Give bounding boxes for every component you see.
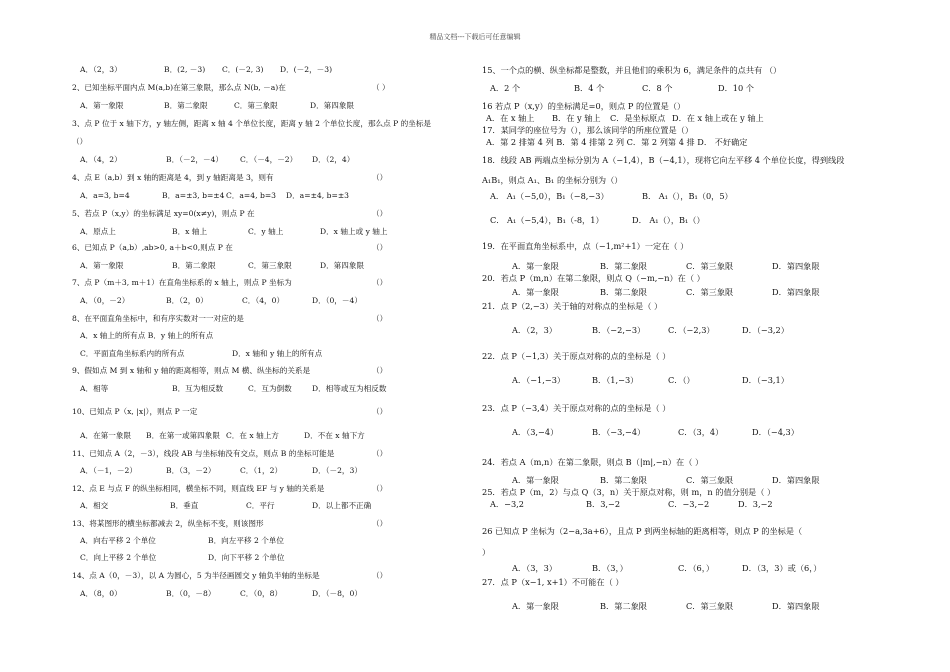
answer-option: C．（－4，－2） [240,155,298,164]
answer-option: A．−3,2 [490,499,524,509]
answer-option: D．第四象限 [310,101,355,110]
answer-option: A．（2，3） [80,65,122,74]
answer-option: B．第二象限 [164,101,208,110]
answer-option: D．（−4,3） [752,427,799,437]
answer-option: C．（） [668,375,695,385]
answer-option: C． A₁（−5,4），B₁（-8，1） [490,215,604,225]
question-stem: 26 已知点 P 坐标为（2−a,3a+6），且点 P 到两坐标轴的距离相等，则点 P 的坐标是（ [482,526,803,536]
answer-blank: （） [372,407,388,416]
answer-option: A．相交 [80,501,109,510]
question-text [482,274,892,282]
answer-option: D．以上都不正确 [312,501,372,510]
answer-blank: （ ） [372,83,390,92]
question-text [482,548,892,556]
question-stem: 25．若点 P（m，2）与点 Q（3，n）关于原点对称，则 m，n 的值分别是（ ） [482,487,776,497]
answer-option: B．（−2,−3） [592,325,646,335]
question-text [72,244,402,252]
question-stem: 10、已知点 P（x, |x|），则点 P 一定 [72,407,198,416]
answer-option: A．在第一象限 [80,431,132,440]
answer-option: C．第三象限 [686,261,734,271]
answer-option: B．垂直 [170,501,199,510]
question-text [72,210,402,218]
answer-option: C．第三象限 [686,475,734,485]
question-stem: 6、已知点 P（a,b）,ab>0, a＋b<0,则点 P 在 [72,243,233,252]
question-text [72,450,402,458]
answer-option: C．平行 [246,501,275,510]
question-stem: A₁B₁，则点 A₁、B₁ 的坐标分别为（） [482,175,623,185]
page-header: 精品文档---下载后可任意编辑 [429,33,521,41]
answer-option: A．原点上 [80,227,116,236]
answer-option: B．（0，－8） [166,589,216,598]
answer-option: B．a=±3, b=±4 [162,191,225,200]
answer-option: B．（3，－2） [166,466,216,475]
answer-option: C．（6，） [678,563,715,573]
question-stem: 7、点 P（m＋3, m＋1）在直角坐标系的 x 轴上，则点 P 坐标为 [72,278,292,287]
answer-option: D． A₁（），B₁（） [632,215,705,225]
answer-option: D．不在 x 轴下方 [304,431,365,440]
question-stem: 17．某同学的座位号为（），那么该同学的所座位置是（） [482,125,694,135]
question-stem: 16 若点 P（x,y）的坐标满足=0，则点 P 的位置是（） [482,101,686,111]
answer-option: A．在 x 轴上 [486,113,535,123]
question-stem: 24．若点 A（m,n）在第二象限，则点 B（|m|,−n）在（ ） [482,457,704,467]
question-text [482,578,892,586]
answer-option: A．第一象限 [80,101,124,110]
answer-option: A．第 2 排第 4 列 B．第 4 排第 2 列 C．第 2 列第 4 排 D． 不好确定 [486,137,748,147]
question-stem: （） [72,137,88,146]
question-text [72,174,402,182]
question-stem: 22．点 P（−1,3）关于原点对称的点的坐标是（ ） [482,351,671,361]
answer-option: C．a=4, b=3 [226,191,277,200]
answer-option: A．第一象限 [512,287,559,297]
answer-option: D．（−3,2） [742,325,789,335]
answer-blank: （） [372,243,388,252]
answer-option: B．第二象限 [600,601,647,611]
answer-option: D．（−3,1） [742,375,789,385]
question-text [72,279,402,287]
question-stem: 18．线段 AB 两端点坐标分别为 A（−1,4），B（−4,1），现将它向左平移 4 个单位长度，得到线段 [482,155,845,165]
answer-option: D．第四象限 [772,261,820,271]
answer-option: C．第三象限 [248,261,292,270]
answer-option: D．（－8，0） [312,589,362,598]
answer-option: B．(2, －3) [164,65,206,74]
answer-blank: （） [372,449,388,458]
answer-option: D．（2，4） [312,155,355,164]
question-stem: 20．若点 P（m,n）在第二象限，则点 Q（−m,−n）在（ ） [482,273,705,283]
question-text [482,352,892,360]
answer-option: D．在 x 轴上或在 y 轴上 [672,113,764,123]
answer-option: D．第四象限 [772,601,820,611]
answer-blank: （） [372,571,388,580]
answer-option: C．（−2,3） [668,325,715,335]
question-text [482,242,892,250]
answer-option: C．（3，4） [678,427,724,437]
answer-option: A．第一象限 [80,261,124,270]
answer-option: C．−3,−2 [668,499,710,509]
answer-option: A．x 轴上的所有点 B．y 轴上的所有点 [80,331,214,340]
question-stem: 11、已知点 A（2，－3），线段 AB 与坐标轴没有交点，则点 B 的坐标可能是 [72,449,335,458]
answer-option: B．第二象限 [600,475,647,485]
question-stem: 8、在平面直角坐标中，和有序实数对一一对应的是 [72,314,244,323]
answer-blank: （） [372,314,388,323]
answer-option: C．互为倒数 [248,384,292,393]
answer-option: C．向上平移 2 个单位 [80,553,157,562]
answer-option: B．（3，） [592,563,628,573]
answer-option: A．（−1,−3） [512,375,566,385]
answer-option: A．a=3, b=4 [80,191,130,200]
answer-blank: （） [372,519,388,528]
question-text [72,84,402,92]
answer-option: A．（3,−4） [512,427,559,437]
question-stem: 13、将某图形的横坐标都减去 2，纵坐标不变，则该图形 [72,519,264,528]
question-stem: 2、已知坐标平面内点 M(a,b)在第三象限，那么点 N(b, －a)在 [72,83,286,92]
question-text [482,302,892,310]
answer-option: B．在 y 轴上 [552,113,601,123]
answer-option: A．（4，2） [80,155,122,164]
answer-option: A．第一象限 [512,475,559,485]
answer-option: A．第一象限 [512,261,559,271]
answer-option: C．(－2, 3) [222,65,264,74]
answer-option: C．第三象限 [686,601,734,611]
question-stem: ） [482,547,491,557]
answer-blank: （） [372,484,388,493]
answer-option: A．（3，3） [512,563,557,573]
answer-option: B．4 个 [574,83,605,93]
question-text [482,488,892,496]
answer-option: D．相等或互为相反数 [312,384,387,393]
question-stem: 15、一个点的横、纵坐标都是整数，并且他们的乘积为 6，满足条件的点共有 （） [482,65,782,75]
question-text [72,315,402,323]
answer-option: C．平面直角坐标系内的所有点 [80,349,185,358]
answer-option: D．（3，3）或（6，） [742,563,822,573]
answer-option: B．3,−2 [586,499,621,509]
answer-option: D．3,−2 [738,499,773,509]
answer-option: A．（2，3） [512,325,557,335]
answer-option: D．x 轴和 y 轴上的所有点 [232,349,323,358]
question-stem: 3、点 P 位于 x 轴下方，y 轴左侧，距离 x 轴 4 个单位长度，距离 y 轴 2 个单位长度，那么点 P 的坐标是 [72,119,432,128]
question-text [72,520,402,528]
question-text [482,102,892,110]
question-text [72,408,402,416]
answer-option: D．第四象限 [320,261,365,270]
answer-option: C．（0，8） [240,589,283,598]
question-stem: 12、点 E 与点 F 的纵坐标相同，横坐标不同，则直线 EF 与 y 轴的关系是 [72,484,325,493]
question-stem: 14、点 A（0，－3），以 A 为圆心，5 为半径画圆交 y 轴负半轴的坐标是 [72,571,320,580]
answer-option: A．（8，0） [80,589,122,598]
answer-option: D．(－2，－3) [280,65,333,74]
answer-option: A．2 个 [490,83,521,93]
answer-blank: （） [372,278,388,287]
question-text [482,527,892,535]
answer-option: B．（2，0） [166,296,208,305]
answer-option: D．第四象限 [772,287,820,297]
answer-option: C．8 个 [642,83,673,93]
question-text [482,66,892,74]
question-text [72,485,402,493]
answer-option: C．第三象限 [234,101,278,110]
answer-option: C．（1，2） [240,466,283,475]
question-text [72,138,402,146]
answer-option: A．向右平移 2 个单位 [80,536,156,545]
answer-option: B．互为相反数 [172,384,224,393]
question-text [482,458,892,466]
question-text [72,572,402,580]
answer-option: D．（－2，3） [312,466,362,475]
answer-option: D．a=±4, b=±3 [286,191,350,200]
answer-option: D．向下平移 2 个单位 [208,553,285,562]
answer-option: C．第三象限 [686,287,734,297]
question-text [482,126,892,134]
answer-option: D．第四象限 [772,475,820,485]
question-stem: 9、假如点 M 到 x 轴和 y 轴的距离相等，则点 M 横、纵坐标的关系是 [72,366,311,375]
answer-blank: （） [372,173,388,182]
answer-option: B．第二象限 [600,261,647,271]
question-stem: 19．在平面直角坐标系中，点（−1,m²+1）一定在（ ） [482,241,689,251]
answer-option: B．（−3,−4） [592,427,646,437]
answer-option: B．向左平移 2 个单位 [208,536,284,545]
question-text [72,119,432,128]
answer-blank: （） [372,366,388,375]
answer-option: A．相等 [80,384,109,393]
question-stem: 21．点 P（2,−3）关于轴的对称点的坐标是（ ） [482,301,663,311]
answer-option: B．第二象限 [172,261,216,270]
question-stem: 27．点 P（x−1, x+1）不可能在（ ） [482,577,624,587]
answer-option: C．是坐标原点 [610,113,666,123]
answer-option: D．x 轴上或 y 轴上 [320,227,388,236]
question-stem: 4、点 E（a,b）到 x 轴的距离是 4，到 y 轴距离是 3，则有 [72,173,274,182]
answer-option: A．（0，－2） [80,296,130,305]
answer-option: B．x 轴上 [172,227,208,236]
question-text [482,156,892,164]
question-stem: 23．点 P（−3,4）关于原点对称的点的坐标是（ ） [482,403,671,413]
answer-option: C．在 x 轴上方 [226,431,279,440]
answer-option: D．10 个 [718,83,754,93]
answer-option: B．第二象限 [600,287,647,297]
question-text [482,404,892,412]
question-stem: 5、若点 P（x,y）的坐标满足 xy=0(x≠y)，则点 P 在 [72,209,255,218]
answer-option: A． A₁（−5,0），B₁（−8,−3） [490,191,609,201]
answer-blank: （） [372,209,388,218]
question-text [72,367,402,375]
answer-option: B．（－2，－4） [166,155,224,164]
answer-option: C．y 轴上 [248,227,284,236]
answer-option: B． A₁（），B₁（0，5） [642,191,733,201]
question-text [482,176,892,184]
answer-option: B．（1,−3） [592,375,639,385]
answer-option: D．（0，－4） [312,296,362,305]
answer-option: B．在第一或第四象限 [146,431,220,440]
answer-option: A．（－1，－2） [80,466,137,475]
answer-option: A．第一象限 [512,601,559,611]
answer-option: C．（4，0） [242,296,285,305]
